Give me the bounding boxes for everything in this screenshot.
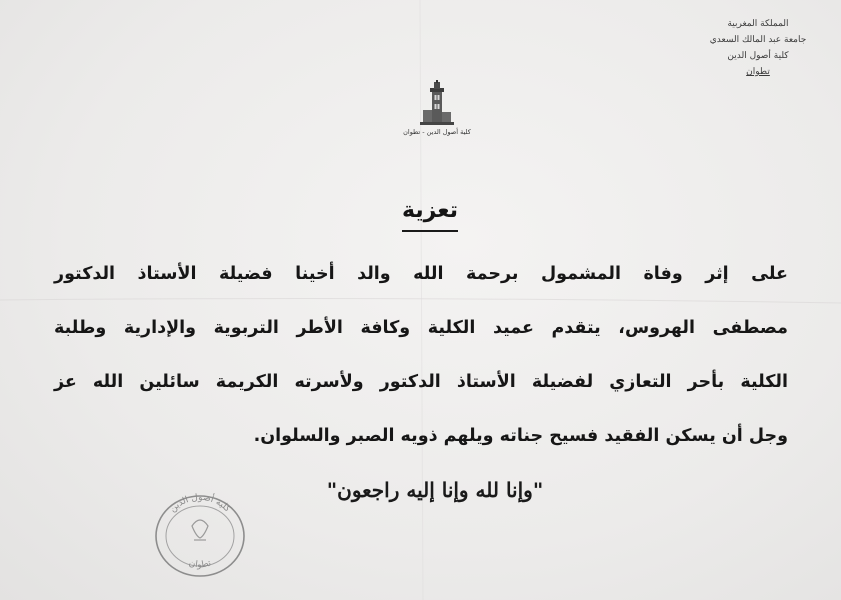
body-line-4: وجل أن يسكن الفقيد فسيح جناته ويلهم ذويه الصبر والسلوان.: [253, 426, 788, 446]
letterhead-city: تطوان: [746, 67, 770, 77]
letterhead-university: جامعة عبد المالك السعدي: [709, 35, 807, 45]
faculty-logo: [402, 80, 472, 136]
document-title: تعزية: [402, 198, 458, 223]
title-underline: [402, 230, 458, 232]
stamp-bottom-text: تطوان: [187, 558, 213, 571]
body-line-2: مصطفى الهروس، يتقدم عميد الكلية وكافة الأطر التربوية والإدارية وطلبة: [54, 318, 788, 338]
body-line-1: على إثر وفاة المشمول برحمة الله والد أخينا فضيلة الأستاذ الدكتور: [54, 264, 788, 284]
letterhead: [703, 16, 813, 80]
logo-caption: كلية أصول الدين - تطوان: [403, 128, 471, 136]
stamp-ring-text: كلية أصول الدين: [167, 492, 233, 515]
letterhead-faculty: كلية أصول الدين: [727, 51, 789, 61]
quran-verse: "وإنا لله وإنا إليه راجعون": [326, 478, 544, 502]
body-line-3: الكلية بأحر التعازي لفضيلة الأستاذ الدكتور ولأسرته الكريمة سائلين الله عز: [54, 372, 788, 392]
letterhead-country: المملكة المغربية: [727, 19, 789, 29]
minaret-logo-icon: [420, 80, 454, 126]
official-stamp-icon: [150, 490, 250, 580]
condolence-body: [54, 252, 788, 468]
